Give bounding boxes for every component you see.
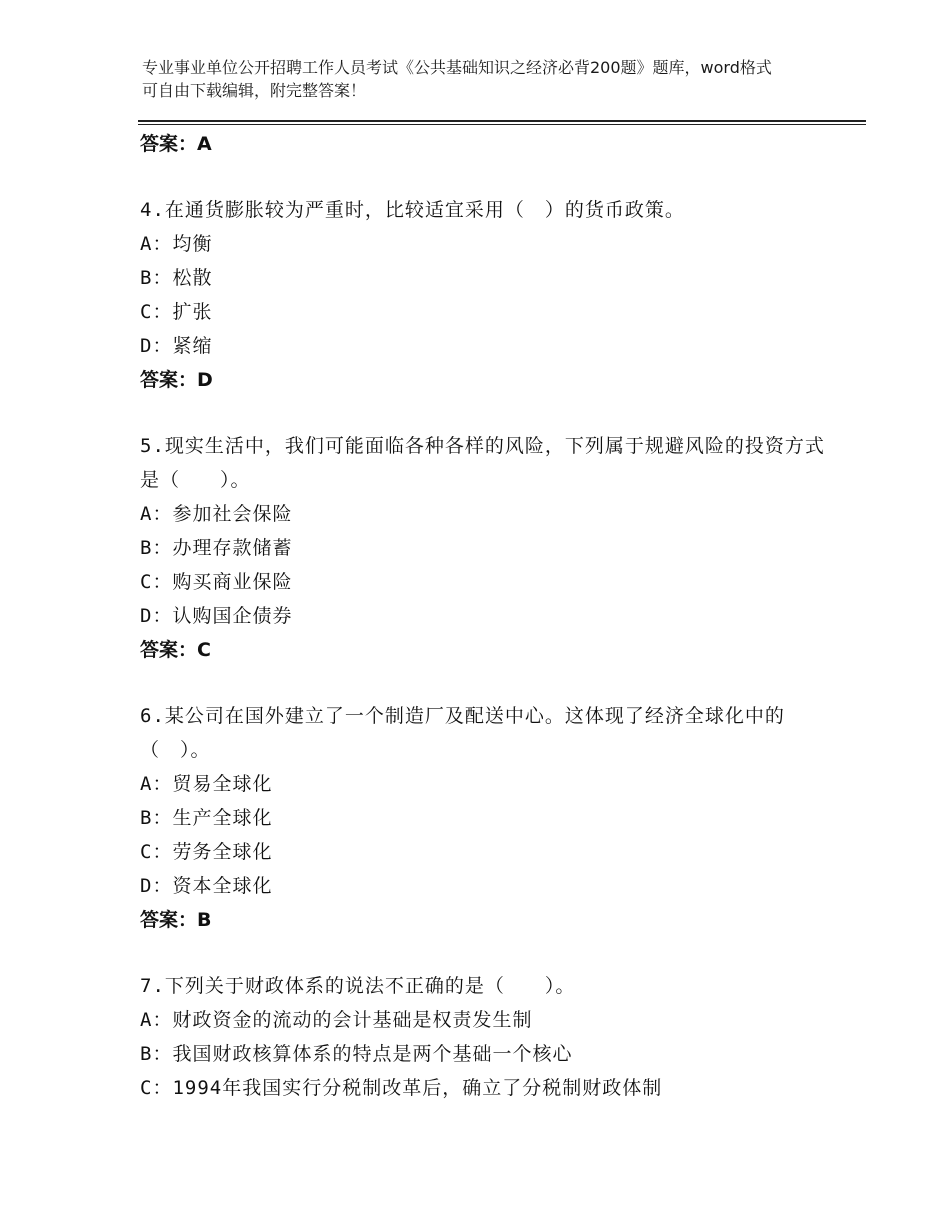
option-c: C：劳务全球化 xyxy=(140,841,273,863)
option-b: B：松散 xyxy=(140,267,213,289)
header-rule-thick xyxy=(138,120,866,122)
option-a: A：财政资金的流动的会计基础是权责发生制 xyxy=(140,1009,533,1031)
header-rule-thin xyxy=(138,124,866,125)
question-stem: 4.在通货膨胀较为严重时，比较适宜采用（ ）的货币政策。 xyxy=(140,199,685,221)
option-c: C：购买商业保险 xyxy=(140,571,293,593)
question-stem: 6.某公司在国外建立了一个制造厂及配送中心。这体现了经济全球化中的（ ）。 xyxy=(140,705,785,761)
option-c: C：扩张 xyxy=(140,301,213,323)
answer-line: 答案：A xyxy=(140,133,212,155)
option-b: B：办理存款储蓄 xyxy=(140,537,293,559)
option-a: A：参加社会保险 xyxy=(140,503,293,525)
option-c: C：1994年我国实行分税制改革后，确立了分税制财政体制 xyxy=(140,1077,663,1099)
question-block xyxy=(140,969,840,1105)
question-block xyxy=(140,699,840,937)
question-list xyxy=(140,127,840,1105)
question-block xyxy=(140,429,840,667)
document-header xyxy=(142,56,782,102)
question-stem: 7.下列关于财政体系的说法不正确的是（ ）。 xyxy=(140,975,576,997)
question-stem: 5.现实生活中，我们可能面临各种各样的风险，下列属于规避风险的投资方式是（ ）。 xyxy=(140,435,825,491)
option-a: A：贸易全球化 xyxy=(140,773,273,795)
option-b: B：生产全球化 xyxy=(140,807,273,829)
option-b: B：我国财政核算体系的特点是两个基础一个核心 xyxy=(140,1043,573,1065)
option-a: A：均衡 xyxy=(140,233,213,255)
option-d: D：资本全球化 xyxy=(140,875,273,897)
answer-line: 答案：C xyxy=(140,639,211,661)
option-d: D：紧缩 xyxy=(140,335,213,357)
document-title: 专业事业单位公开招聘工作人员考试《公共基础知识之经济必背200题》题库，word格式可自由下载编辑，附完整答案！ xyxy=(142,58,772,100)
answer-line: 答案：D xyxy=(140,369,213,391)
answer-line: 答案：B xyxy=(140,909,212,931)
question-block xyxy=(140,193,840,397)
option-d: D：认购国企债券 xyxy=(140,605,293,627)
